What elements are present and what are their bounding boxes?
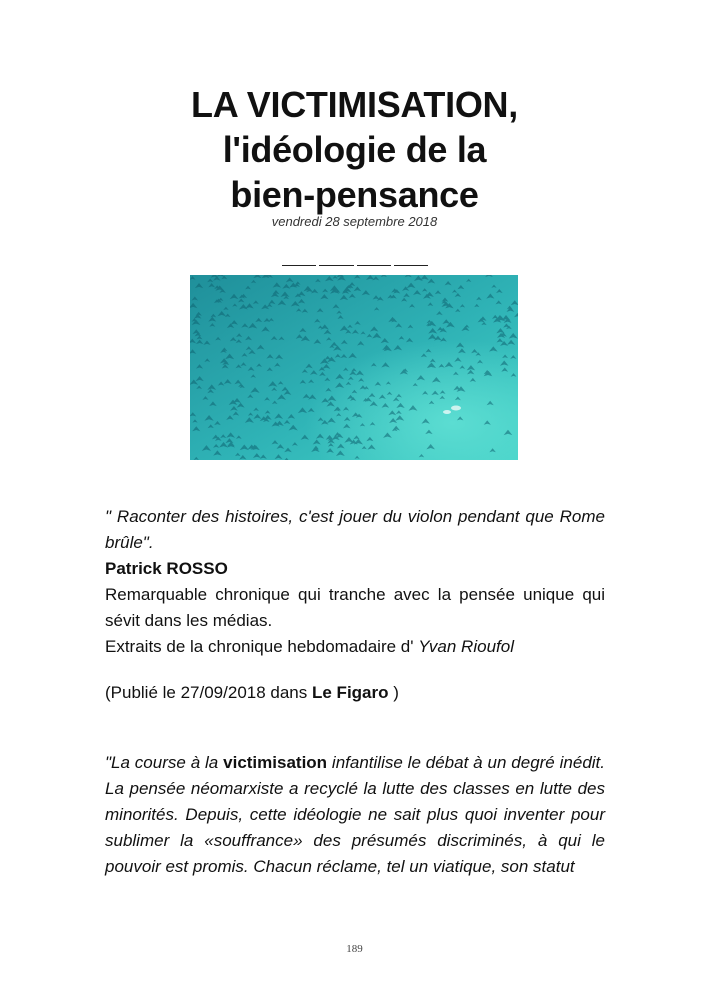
extract-line xyxy=(105,634,605,660)
extract-author: Yvan Rioufol xyxy=(418,637,514,656)
title-line-1: LA VICTIMISATION, xyxy=(191,84,518,125)
quote-author: Patrick ROSSO xyxy=(105,559,228,578)
opening-quote: " Raconter des histoires, c'est jouer du violon pendant que Rome brûle". xyxy=(105,507,605,552)
page-title xyxy=(0,82,709,217)
intro-paragraph: Remarquable chronique qui tranche avec la pensée unique qui sévit dans les médias. xyxy=(105,585,605,630)
article-rest: infantilise le débat à un degré inédit. La pensée néomarxiste a recyclé la lutte des classes en lutte des minorités. Depuis, cette idéologie ne sait plus quoi inventer pour sublimer la «souffrance» des présumés discriminés, à qui le pouvoir est promis. Chacun réclame, tel un viatique, son statut xyxy=(105,753,605,876)
extract-prefix: Extraits de la chronique hebdomadaire d' xyxy=(105,637,419,656)
title-line-2: l'idéologie de la xyxy=(222,129,487,170)
publication-line xyxy=(105,680,605,706)
publication-date: vendredi 28 septembre 2018 xyxy=(271,214,438,229)
page-number: 189 xyxy=(346,943,363,955)
newspaper-name: Le Figaro xyxy=(312,683,389,702)
article-paragraph xyxy=(105,750,605,880)
published-suffix: ) xyxy=(388,683,399,702)
article-keyword: victimisation xyxy=(223,753,328,772)
published-prefix: (Publié le 27/09/2018 dans xyxy=(105,683,312,702)
article-photo xyxy=(190,275,518,460)
separator-rule xyxy=(282,249,428,266)
article-start: "La course à la xyxy=(105,753,224,772)
title-line-3: bien-pensance xyxy=(230,174,479,215)
